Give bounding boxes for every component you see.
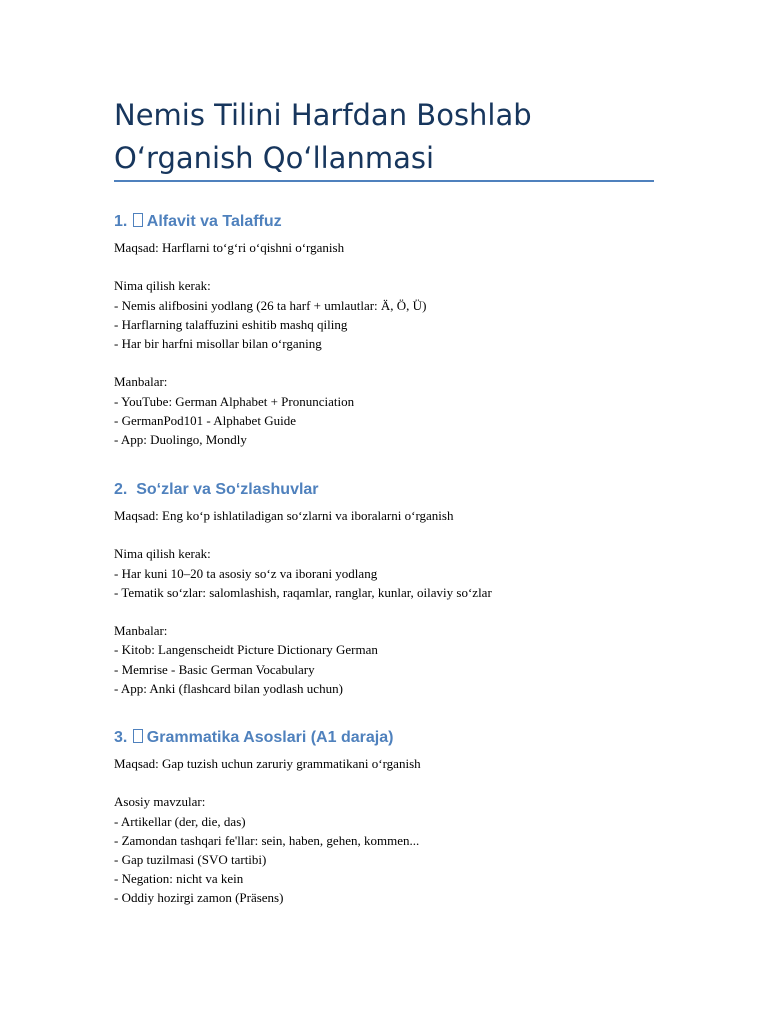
section-vocabulary — [114, 480, 654, 698]
section-heading-text: So‘zlar va So‘zlashuvlar — [136, 481, 319, 498]
list-item: - Negation: nicht va kein — [114, 871, 244, 887]
list-item: - Har bir harfni misollar bilan o‘rganing — [114, 335, 322, 351]
list-item: - Artikellar (der, die, das) — [114, 813, 246, 829]
section-number: 1. — [114, 213, 128, 230]
list-item: - Nemis alifbosini yodlang (26 ta harf + umlautlar: Ä, Ö, Ü) — [114, 297, 427, 313]
topics-label: Asosiy mavzular: — [114, 794, 206, 810]
section-goal: Maqsad: Harflarni to‘g‘ri o‘qishni o‘rganish — [114, 240, 345, 255]
missing-glyph-icon — [133, 213, 143, 227]
blank-line — [114, 525, 654, 544]
resources-label: Manbalar: — [114, 623, 168, 639]
missing-glyph-icon — [133, 729, 143, 743]
list-item: - Oddiy hozirgi zamon (Präsens) — [114, 890, 284, 906]
list-item: - Kitob: Langenscheidt Picture Dictionary German — [114, 642, 378, 658]
blank-line — [114, 773, 654, 792]
section-heading — [114, 480, 654, 506]
todo-label: Nima qilish kerak: — [114, 546, 211, 562]
section-number: 3. — [114, 729, 128, 746]
section-goal: Maqsad: Gap tuzish uchun zaruriy grammatikani o‘rganish — [114, 756, 421, 771]
list-item: - Zamondan tashqari fe'llar: sein, haben, gehen, kommen... — [114, 832, 420, 848]
section-heading — [114, 212, 654, 238]
list-item: - Tematik so‘zlar: salomlashish, raqamlar, ranglar, kunlar, oilaviy so‘zlar — [114, 584, 492, 600]
document-title: Nemis Tilini Harfdan Boshlab O‘rganish Qo‘llanmasi — [114, 98, 532, 175]
list-item: - App: Anki (flashcard bilan yodlash uchun) — [114, 680, 343, 696]
todo-label: Nima qilish kerak: — [114, 278, 211, 294]
section-heading — [114, 728, 654, 754]
blank-line — [114, 602, 654, 621]
section-alphabet — [114, 212, 654, 449]
resources-label: Manbalar: — [114, 374, 168, 390]
list-item: - YouTube: German Alphabet + Pronunciation — [114, 393, 355, 409]
blank-line — [114, 257, 654, 276]
section-heading-text: Grammatika Asoslari (A1 daraja) — [146, 729, 394, 746]
list-item: - Har kuni 10–20 ta asosiy so‘z va iborani yodlang — [114, 565, 378, 581]
list-item: - Gap tuzilmasi (SVO tartibi) — [114, 851, 267, 867]
list-item: - Memrise - Basic German Vocabulary — [114, 661, 315, 677]
list-item: - Harflarning talaffuzini eshitib mashq qiling — [114, 316, 348, 332]
section-number: 2. — [114, 481, 128, 498]
list-item: - GermanPod101 - Alphabet Guide — [114, 412, 296, 428]
section-grammar — [114, 728, 654, 908]
blank-line — [114, 353, 654, 372]
title-underline — [114, 180, 654, 182]
section-heading-text: Alfavit va Talaffuz — [146, 213, 282, 230]
list-item: - App: Duolingo, Mondly — [114, 431, 247, 447]
section-goal: Maqsad: Eng ko‘p ishlatiladigan so‘zlarni va iboralarni o‘rganish — [114, 508, 454, 523]
